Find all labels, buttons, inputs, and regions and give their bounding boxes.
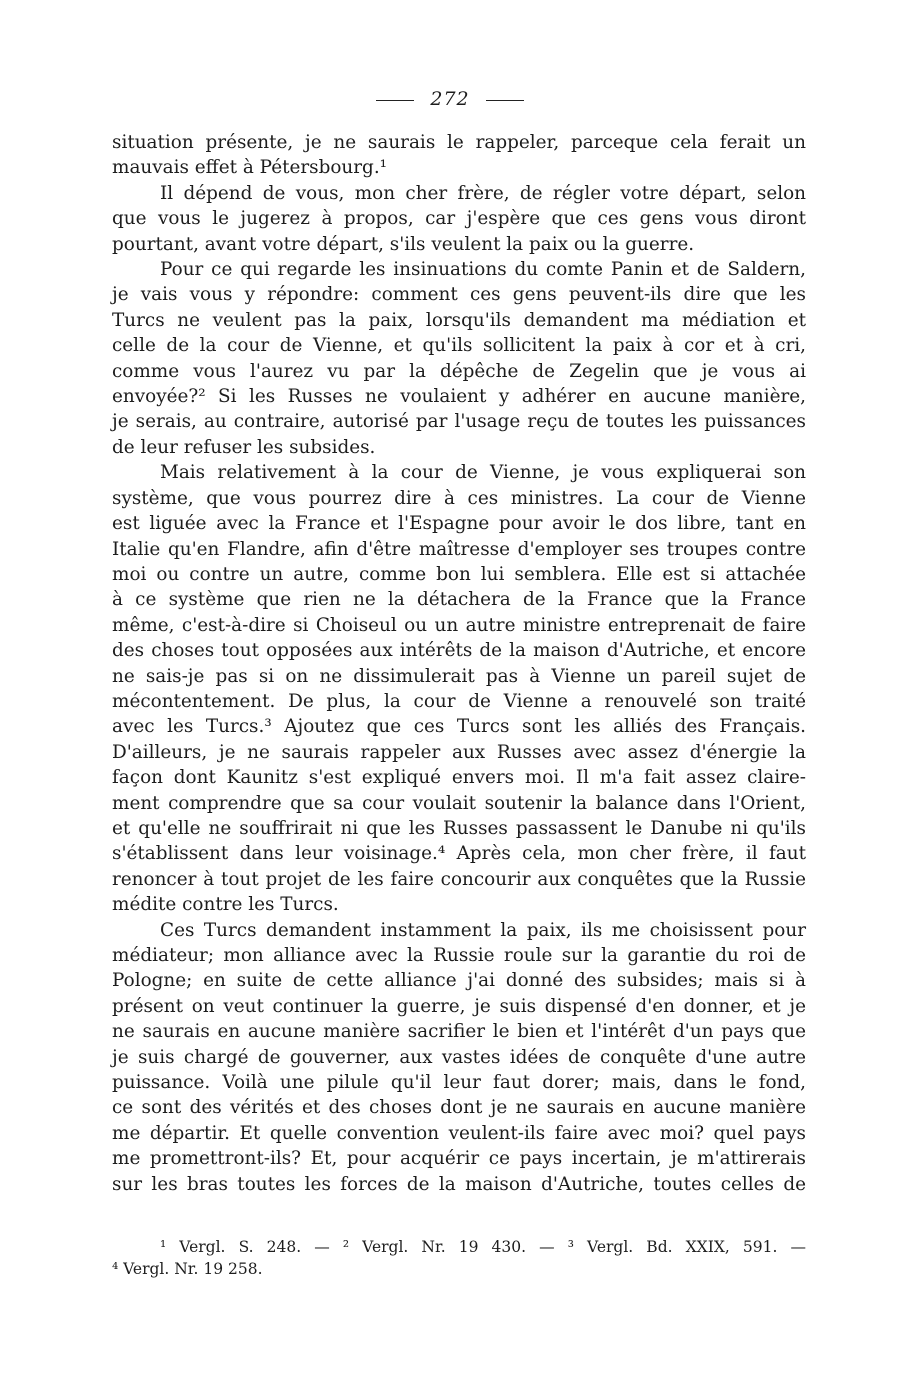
text-line: ment comprendre que sa cour voulait soutenir la balance dans l'Orient, <box>112 792 806 814</box>
text-line: Pologne; en suite de cette alliance j'ai donné des subsides; mais si à <box>112 970 806 992</box>
text-line: ne saurais en aucune manière sacrifier le bien et l'intérêt d'un pays que <box>112 1021 806 1043</box>
text-line: me promettront-ils? Et, pour acquérir ce pays incertain, je m'attirerais <box>112 1148 806 1170</box>
text-line: Turcs ne veulent pas la paix, lorsqu'ils demandent ma médiation et <box>112 309 806 331</box>
text-line: mécontentement. De plus, la cour de Vienne a renouvelé son traité <box>112 690 806 712</box>
text-line: D'ailleurs, je ne saurais rappeler aux Russes avec assez d'énergie la <box>112 741 806 763</box>
text-line: Pour ce qui regarde les insinuations du comte Panin et de Saldern, <box>160 259 806 281</box>
page-number <box>0 88 900 110</box>
footnote-line: ¹ Vergl. S. 248. — ² Vergl. Nr. 19 430. — ³ Vergl. Bd. XXIX, 591. — <box>160 1238 806 1256</box>
text-line: Mais relativement à la cour de Vienne, je vous expliquerai son <box>160 462 806 484</box>
text-line: puissance. Voilà une pilule qu'il leur faut dorer; mais, dans le fond, <box>112 1072 806 1094</box>
page-number-left-rule <box>376 100 414 101</box>
text-line: médiateur; mon alliance avec la Russie roule sur la garantie du roi de <box>112 945 806 966</box>
text-line: même, c'est-à-dire si Choiseul ou un autre ministre entreprenait de faire <box>112 614 806 636</box>
text-line: avec les Turcs.³ Ajoutez que ces Turcs sont les alliés des Français. <box>112 716 806 738</box>
text-line: comme vous l'aurez vu par la dépêche de Zegelin que je vous ai <box>112 360 806 382</box>
text-line: et qu'elle ne souffrirait ni que les Russes passassent le Danube ni qu'ils <box>112 817 806 839</box>
text-line: présent on veut continuer la guerre, je suis dispensé d'en donner, et je <box>112 995 806 1017</box>
text-line: s'établissent dans leur voisinage.⁴ Après cela, mon cher frère, il faut <box>112 843 806 865</box>
text-line: que vous le jugerez à propos, car j'espère que ces gens vous diront <box>112 208 806 230</box>
text-line: renoncer à tout projet de les faire concourir aux conquêtes que la Russie <box>112 868 806 890</box>
text-line: envoyée?² Si les Russes ne voulaient y adhérer en aucune manière, <box>112 386 806 408</box>
text-line: Il dépend de vous, mon cher frère, de régler votre départ, selon <box>160 182 806 204</box>
text-line: système, que vous pourrez dire à ces ministres. La cour de Vienne <box>112 487 806 509</box>
text-line: ce sont des vérités et des choses dont je ne saurais en aucune manière <box>112 1097 806 1119</box>
text-line: situation présente, je ne saurais le rappeler, parceque cela ferait un <box>112 132 806 153</box>
text-line: Italie qu'en Flandre, afin d'être maîtresse d'employer ses troupes contre <box>112 538 806 560</box>
text-line: je vais vous y répondre: comment ces gens peuvent-ils dire que les <box>112 284 806 306</box>
text-line: sur les bras toutes les forces de la maison d'Autriche, toutes celles de <box>112 1173 806 1195</box>
text-line: des choses tout opposées aux intérêts de la maison d'Autriche, et encore <box>112 640 806 662</box>
text-line: à ce système que rien ne la détachera de la France que la France <box>112 589 806 611</box>
page-number-right-rule <box>486 100 524 101</box>
text-line: celle de la cour de Vienne, et qu'ils sollicitent la paix à cor et à cri, <box>112 335 806 357</box>
footnotes <box>112 1236 806 1280</box>
text-line: ne sais-je pas si on ne dissimulerait pas à Vienne un pareil sujet de <box>112 665 806 687</box>
text-line: me départir. Et quelle convention veulent-ils faire avec moi? quel pays <box>112 1122 806 1144</box>
body-text <box>112 130 806 1197</box>
text-line: je serais, au contraire, autorisé par l'usage reçu de toutes les puissances <box>112 411 806 433</box>
text-line: façon dont Kaunitz s'est expliqué envers moi. Il m'a fait assez claire- <box>112 767 806 789</box>
text-line: moi ou contre un autre, comme bon lui semblera. Elle est si attachée <box>112 563 806 585</box>
page-number-value: 272 <box>430 88 470 110</box>
text-line: je suis chargé de gouverner, aux vastes idées de conquête d'une autre <box>112 1046 806 1068</box>
text-line: médite contre les Turcs. <box>112 894 339 916</box>
text-line: est liguée avec la France et l'Espagne pour avoir le dos libre, tant en <box>112 513 806 535</box>
text-line: de leur refuser les subsides. <box>112 436 376 458</box>
text-line: Ces Turcs demandent instamment la paix, ils me choisissent pour <box>160 919 806 941</box>
text-line: mauvais effet à Pétersbourg.¹ <box>112 157 388 179</box>
text-line: pourtant, avant votre départ, s'ils veulent la paix ou la guerre. <box>112 233 695 255</box>
footnote-line: ⁴ Vergl. Nr. 19 258. <box>112 1260 263 1278</box>
